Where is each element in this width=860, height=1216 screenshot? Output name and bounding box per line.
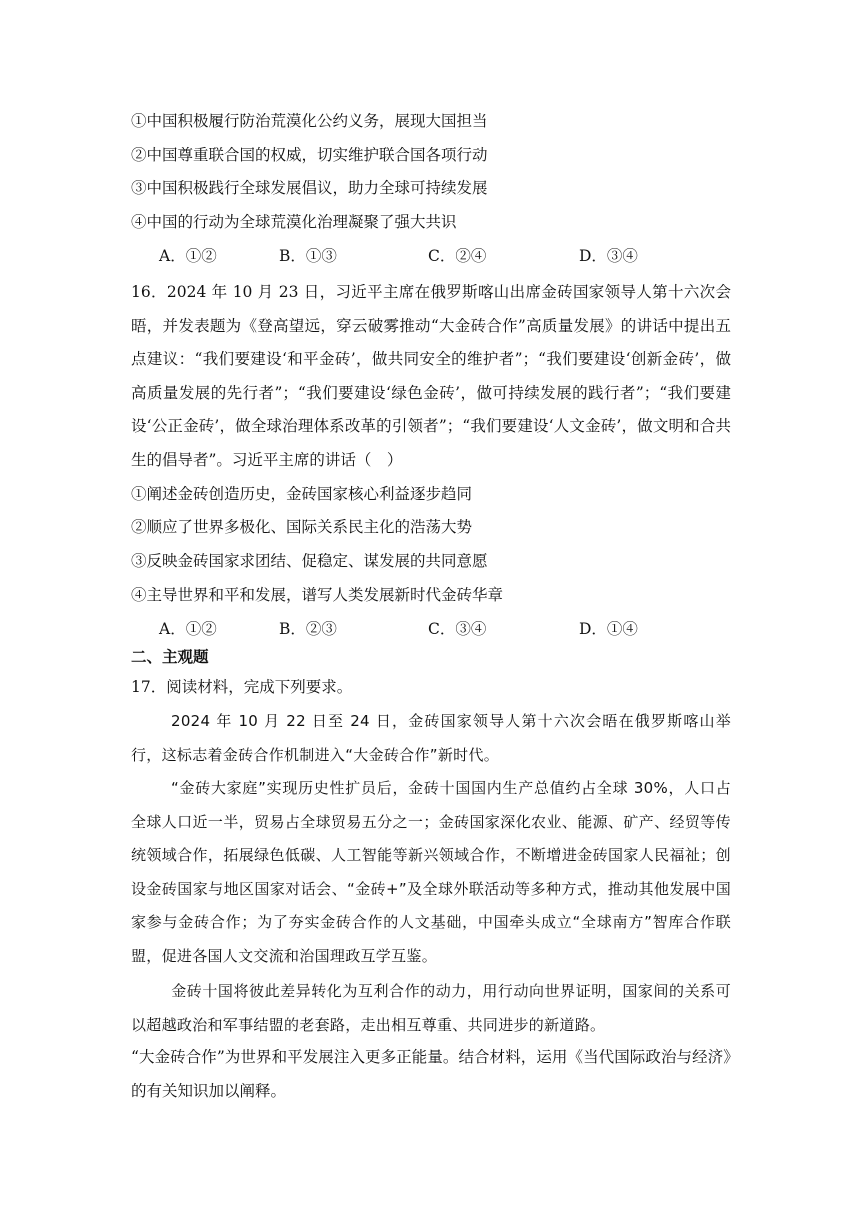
q17-p2-text: “金砖大家庭”实现历史性扩员后，金砖十国国内生产总值约占全球 30%，人口占全球人口近一半，贸易占全球贸易五分之一；金砖国家深化农业、能源、矿产、经贸等传统领域合作，拓展绿色低碳、人工智能等新兴领域合作，不断增进金砖国家人民福祉；创设金砖国家与地区国家对话会、“金砖+”及全球外联活动等多种方式，推动其他发展中国家参与金砖合作；为了夯实金砖合作的人文基础，中国牵头成立“全球南方”智库合作联盟，促进各国人文交流和治国理政互学互鉴。	[131, 779, 731, 965]
section-heading: 二、主观题	[131, 648, 209, 666]
q15-statement-4: ④中国的行动为全球荒漠化治理凝聚了强大共识	[131, 213, 457, 231]
q17-p3-text: 金砖十国将彼此差异转化为互利合作的动力，用行动向世界证明，国家间的关系可以超越政治和军事结盟的老套路，走出相互尊重、共同进步的新道路。	[131, 982, 731, 1034]
q15-statement-1: ①中国积极履行防治荒漠化公约义务，展现大国担当	[131, 112, 488, 130]
q15-option-c[interactable]: C．②④	[428, 247, 487, 265]
q17-p1-text: 2024 年 10 月 22 日至 24 日，金砖国家领导人第十六次会晤在俄罗斯喀山举行，这标志着金砖合作机制进入“大金砖合作”新时代。	[131, 712, 731, 764]
q16-option-b[interactable]: B．②③	[279, 620, 337, 638]
q16-statement-4: ④主导世界和平和发展，谱写人类发展新时代金砖华章	[131, 586, 504, 604]
q16-statement-3: ③反映金砖国家求团结、促稳定、谋发展的共同意愿	[131, 552, 488, 570]
q17-material-paragraph-2	[131, 772, 731, 973]
q15-option-a[interactable]: A．①②	[159, 247, 217, 265]
q17-material-paragraph-3	[131, 975, 731, 1042]
q15-statement-2: ②中国尊重联合国的权威，切实维护联合国各项行动	[131, 146, 488, 164]
q16-statement-2: ②顺应了世界多极化、国际关系民主化的浩荡大势	[131, 518, 473, 536]
q17-question: “大金砖合作”为世界和平发展注入更多正能量。结合材料，运用《当代国际政治与经济》的有关知识加以阐释。	[131, 1048, 731, 1100]
q15-statement-3: ③中国积极践行全球发展倡议，助力全球可持续发展	[131, 179, 488, 197]
q16-option-a[interactable]: A．①②	[159, 620, 217, 638]
q17-material-paragraph-1	[131, 705, 731, 772]
q15-option-d[interactable]: D．③④	[579, 247, 638, 265]
q16-option-c[interactable]: C．③④	[428, 620, 487, 638]
q16-statement-1: ①阐述金砖创造历史，金砖国家核心利益逐步趋同	[131, 485, 473, 503]
q16-stem: 16．2024 年 10 月 23 日，习近平主席在俄罗斯喀山出席金砖国家领导人第十六次会晤，并发表题为《登高望远，穿云破雾推动“大金砖合作”高质量发展》的讲话中提出五点建议：“我们要建设‘和平金砖’，做共同安全的维护者”；“我们要建设‘创新金砖’，做高质量发展的先行者”；“我们要建设‘绿色金砖’，做可持续发展的践行者”；“我们要建设‘公正金砖’，做全球治理体系改革的引领者”；“我们要建设‘人文金砖’，做文明和合共生的倡导者”。习近平主席的讲话（ ）	[131, 283, 731, 469]
q16-option-d[interactable]: D．①④	[579, 620, 638, 638]
q17-stem: 17．阅读材料，完成下列要求。	[131, 678, 353, 696]
q15-option-b[interactable]: B．①③	[279, 247, 337, 265]
